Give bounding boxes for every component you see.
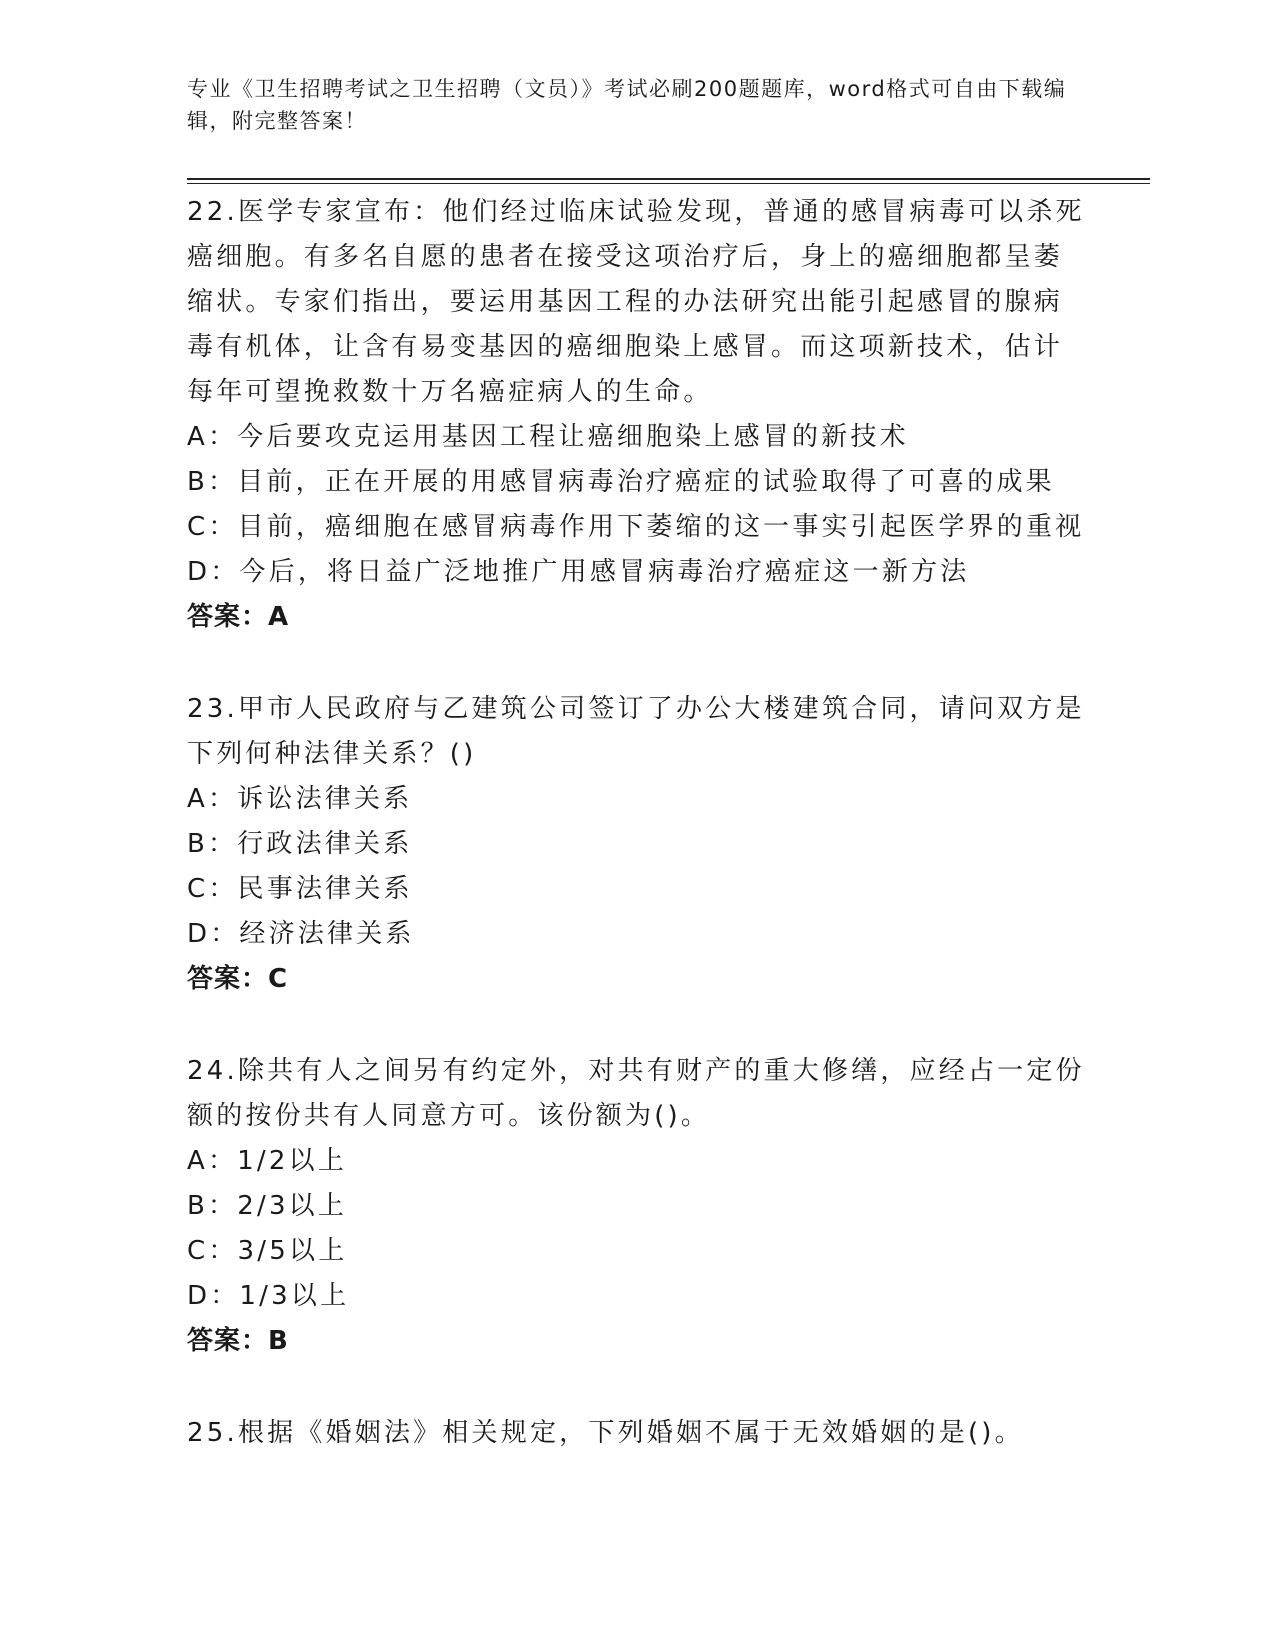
option-c: C：目前，癌细胞在感冒病毒作用下萎缩的这一事实引起医学界的重视 [187,512,1085,542]
option-a: A：1/2以上 [187,1146,348,1176]
option-c: C：民事法律关系 [187,874,413,904]
option-c: C：3/5以上 [187,1236,348,1266]
answer: 答案：C [187,964,289,994]
option-b: B：2/3以上 [187,1191,348,1221]
question-stem: 22.医学专家宣布：他们经过临床试验发现，普通的感冒病毒可以杀死癌细胞。有多名自愿的患者在接受这项治疗后，身上的癌细胞都呈萎缩状。专家们指出，要运用基因工程的办法研究出能引起感冒的腺病毒有机体，让含有易变基因的癌细胞染上感冒。而这项新技术，估计每年可望挽救数十万名癌症病人的生命。 [187,197,1085,407]
question-stem: 25.根据《婚姻法》相关规定，下列婚姻不属于无效婚姻的是()。 [187,1418,1024,1448]
option-b: B：目前，正在开展的用感冒病毒治疗癌症的试验取得了可喜的成果 [187,467,1055,497]
spacer [187,1364,1087,1411]
spacer [187,1002,1087,1049]
spacer [187,640,1087,687]
option-a: A：诉讼法律关系 [187,784,413,814]
answer: 答案：B [187,1326,289,1356]
question-list [187,190,1087,1456]
option-d: D：1/3以上 [187,1281,350,1311]
option-d: D：今后，将日益广泛地推广用感冒病毒治疗癌症这一新方法 [187,557,970,587]
question-25 [187,1411,1087,1456]
option-b: B：行政法律关系 [187,829,413,859]
option-d: D：经济法律关系 [187,919,415,949]
question-23 [187,687,1087,1002]
option-a: A：今后要攻克运用基因工程让癌细胞染上感冒的新技术 [187,422,909,452]
question-stem: 24.除共有人之间另有约定外，对共有财产的重大修缮，应经占一定份额的按份共有人同意方可。该份额为()。 [187,1056,1085,1131]
question-22 [187,190,1087,640]
answer: 答案：A [187,602,290,632]
question-24 [187,1049,1087,1364]
question-stem: 23.甲市人民政府与乙建筑公司签订了办公大楼建筑合同，请问双方是下列何种法律关系？() [187,694,1085,769]
header-divider-thin [187,183,1150,184]
header-divider-thick [187,178,1150,180]
document-header: 专业《卫生招聘考试之卫生招聘（文员）》考试必刷200题题库，word格式可自由下载编辑，附完整答案！ [187,77,1067,133]
